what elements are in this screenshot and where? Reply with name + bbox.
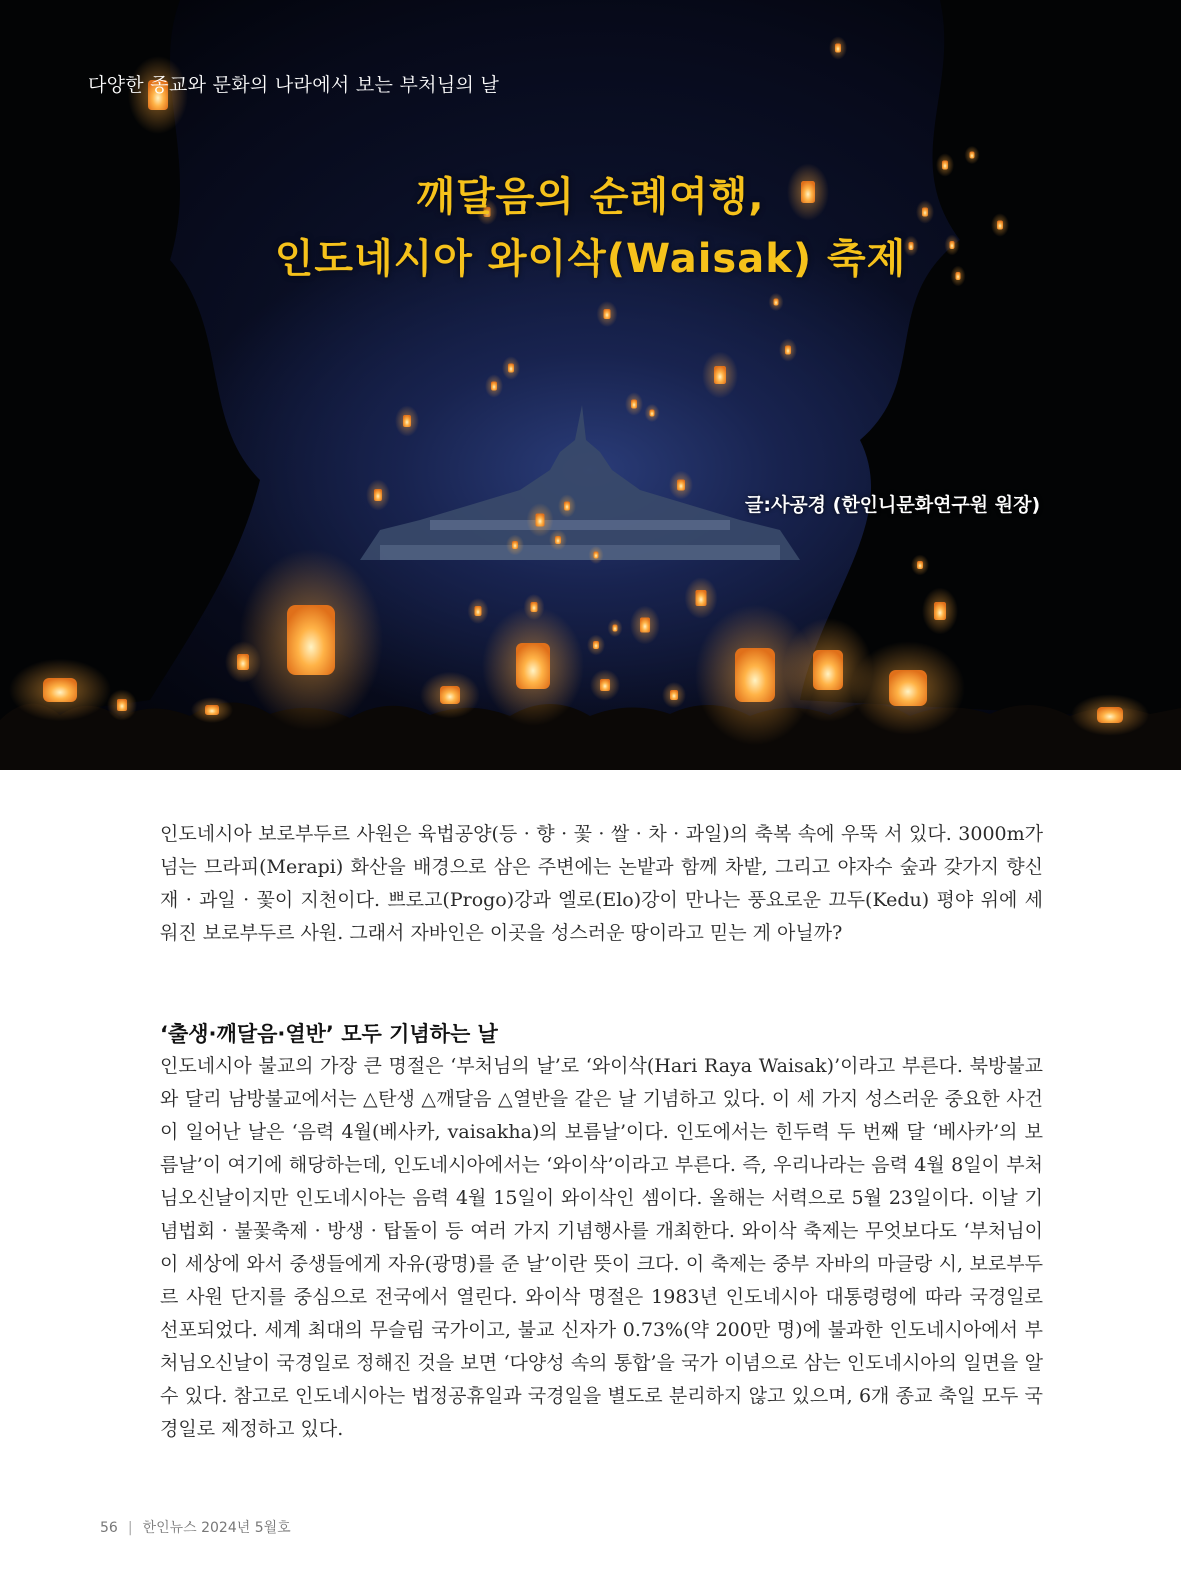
sky-lantern — [508, 364, 514, 373]
sky-lantern — [613, 625, 618, 632]
sky-lantern — [677, 480, 685, 491]
sky-lantern — [835, 44, 841, 53]
sky-lantern — [813, 650, 843, 690]
sky-lantern — [237, 654, 249, 670]
sky-lantern — [774, 299, 779, 306]
sky-lantern — [640, 618, 650, 633]
sky-lantern — [604, 309, 611, 319]
sky-lantern — [287, 605, 335, 675]
sky-lantern — [564, 502, 570, 511]
sky-lantern — [1097, 707, 1123, 723]
sky-lantern — [600, 679, 610, 691]
sky-lantern — [205, 705, 219, 715]
sky-lantern — [117, 699, 127, 711]
article-title-line-2: 인도네시아 와이삭(Waisak) 축제 — [274, 236, 907, 282]
page-number: 56 — [100, 1520, 118, 1536]
sky-lantern — [934, 602, 946, 620]
sky-lantern — [650, 410, 655, 417]
sky-lantern — [491, 382, 497, 391]
sky-lantern — [889, 670, 927, 706]
section-paragraph: 인도네시아 불교의 가장 큰 명절은 ‘부처님의 날’로 ‘와이삭(Hari Raya Waisak)’이라고 부른다. 북방불교와 달리 남방불교에서는 △탄생 △깨달음 △열반을 같은 날 기념하고 있다. 이 세 가지 성스러운 중요한 사건이 일어난 날은 ‘음력 4월(베사카, vaisakha)의 보름날’이다. 인도에서는 힌두력 두 번째 달 ‘베사카’의 보름날’이 여기에 해당하는데, 인도네시아에서는 ‘와이삭’이라고 부른다. 즉, 우리나라는 음력 4월 8일이 부처님오신날이지만 인도네시아는 음력 4월 15일이 와이삭인 셈이다. 올해는 서력으로 5월 23일이다. 이날 기념법회 · 불꽃축제 · 방생 · 탑돌이 등 여러 가지 기념행사를 개최한다. 와이삭 축제는 무엇보다도 ‘부처님이 이 세상에 와서 중생들에게 자유(광명)를 준 날’이란 뜻이 크다. 이 축제는 중부 자바의 마글랑 시, 보로부두르 사원 단지를 중심으로 전국에서 열린다. 와이삭 명절은 1983년 인도네시아 대통령령에 따라 국경일로 선포되었다. 세계 최대의 무슬림 국가이고, 불교 신자가 0.73%(약 200만 명)에 불과한 인도네시아에서 부처님오신날이 국경일로 정해진 것을 보면 ‘다양성 속의 통합’을 국가 이념으로 삼는 인도네시아의 일면을 알 수 있다. 참고로 인도네시아는 법정공휴일과 국경일을 별도로 분리하지 않고 있으며, 6개 종교 축일 모두 국경일로 제정하고 있다. — [160, 1055, 1043, 1440]
sky-lantern — [43, 678, 77, 702]
footer-separator: | — [127, 1520, 133, 1536]
sky-lantern — [440, 686, 460, 704]
intro-paragraph: 인도네시아 보로부두르 사원은 육법공양(등 · 향 · 꽃 · 쌀 · 차 · 과일)의 축복 속에 우뚝 서 있다. 3000m가 넘는 므라피(Merapi) 화산을 배경으로 삼은 주변에는 논밭과 함께 차밭, 그리고 야자수 숲과 갖가지 향신재 · 과일 · 꽃이 지천이다. 쁘로고(Progo)강과 엘로(Elo)강이 만나는 풍요로운 끄두(Kedu) 평야 위에 세워진 보로부두르 사원. 그래서 자바인은 이곳을 성스러운 땅이라고 믿는 게 아닐까? — [160, 823, 1043, 944]
article-title-line-1: 깨달음의 순례여행, — [416, 174, 765, 220]
series-kicker: 다양한 종교와 문화의 나라에서 보는 부처님의 날 — [88, 74, 500, 96]
sky-lantern — [555, 536, 561, 544]
crowd-silhouette — [0, 702, 1181, 770]
sky-lantern — [735, 648, 775, 702]
sky-lantern — [670, 690, 678, 700]
sky-lantern — [475, 606, 482, 616]
sky-lantern — [516, 643, 550, 689]
publication-name: 한인뉴스 2024년 5월호 — [142, 1520, 291, 1536]
sky-lantern — [403, 415, 411, 427]
sky-lantern — [374, 489, 382, 501]
borobudur-temple-silhouette — [360, 405, 800, 560]
page-footer — [100, 1517, 291, 1537]
sky-lantern — [714, 366, 726, 384]
sky-lantern — [593, 641, 599, 649]
sky-lantern — [594, 552, 599, 559]
sky-lantern — [970, 152, 975, 159]
sky-lantern — [785, 346, 791, 355]
hero-photo — [0, 0, 1181, 770]
sky-lantern — [917, 561, 923, 569]
sky-lantern — [631, 400, 637, 409]
sky-lantern — [512, 541, 518, 549]
sky-lantern — [536, 514, 545, 527]
author-byline: 글:사공경 (한인니문화연구원 원장) — [745, 494, 1041, 516]
lantern-festival-illustration — [0, 0, 1181, 770]
section-heading: ‘출생·깨달음·열반’ 모두 기념하는 날 — [160, 1022, 498, 1046]
sky-lantern — [696, 590, 707, 606]
tree-silhouette-right — [800, 0, 1181, 720]
